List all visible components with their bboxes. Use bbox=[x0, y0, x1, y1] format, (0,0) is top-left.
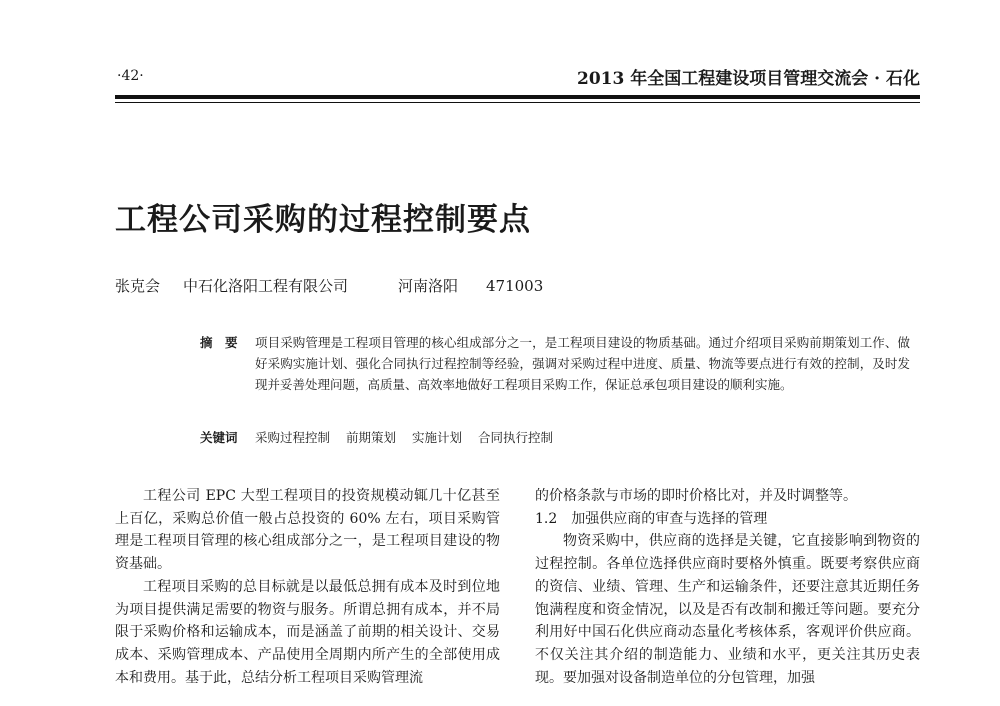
abstract bbox=[200, 332, 910, 395]
body-paragraph: 工程项目采购的总目标就是以最低总拥有成本及时到位地为项目提供满足需要的物资与服务。所谓总拥有成本，并不局限于采购价格和运输成本，而是涵盖了前期的相关设计、交易成本、采购管理成本、产品使用全周期内所产生的全部使用成本和费用。基于此，总结分析工程项目采购管理流 bbox=[115, 578, 500, 686]
keyword: 前期策划 bbox=[346, 430, 397, 445]
running-title: 2013 年全国工程建设项目管理交流会 · 石化 bbox=[577, 69, 920, 89]
author-postcode: 471003 bbox=[486, 277, 544, 295]
body-column-left bbox=[115, 485, 500, 689]
abstract-label: 摘 要 bbox=[200, 335, 238, 350]
keyword: 采购过程控制 bbox=[255, 430, 331, 445]
keywords-label: 关键词 bbox=[200, 430, 238, 445]
abstract-text: 项目采购管理是工程项目管理的核心组成部分之一，是工程项目建设的物质基础。通过介绍项目采购前期策划工作、做好采购实施计划、强化合同执行过程控制等经验，强调对采购过程中进度、质量、物流等要点进行有效的控制，及时发现并妥善处理问题，高质量、高效率地做好工程项目采购工作，保证总承包项目建设的顺利实施。 bbox=[255, 335, 910, 392]
keyword: 合同执行控制 bbox=[478, 430, 554, 445]
body-paragraph: 的价格条款与市场的即时价格比对，并及时调整等。 bbox=[535, 488, 857, 504]
author-name: 张克会 bbox=[115, 277, 161, 295]
body-paragraph: 物资采购中，供应商的选择是关键，它直接影响到物资的过程控制。各单位选择供应商时要格外慎重。既要考察供应商的资信、业绩、管理、生产和运输条件，还要注意其近期任务饱满程度和资金情况，以及是否有改制和搬迁等问题。要充分利用好中国石化供应商动态量化考核体系，客观评价供应商。不仅关注其介绍的制造能力、业绩和水平，更关注其历史表现。要加强对设备制造单位的分包管理，加强 bbox=[535, 533, 920, 686]
author-city: 河南洛阳 bbox=[398, 277, 459, 295]
page-number: ·42· bbox=[117, 68, 144, 84]
keywords bbox=[200, 428, 569, 446]
page-header bbox=[115, 58, 920, 92]
header-rule-thin bbox=[115, 102, 920, 103]
article-title: 工程公司采购的过程控制要点 bbox=[115, 202, 531, 238]
body-column-right bbox=[535, 485, 920, 689]
section-heading: 1.2 加强供应商的审查与选择的管理 bbox=[535, 510, 768, 527]
keyword: 实施计划 bbox=[412, 430, 463, 445]
author-affiliation: 中石化洛阳工程有限公司 bbox=[183, 277, 349, 295]
body-paragraph: 工程公司 EPC 大型工程项目的投资规模动辄几十亿甚至上百亿，采购总价值一般占总投资的 60% 左右，项目采购管理是工程项目管理的核心组成部分之一，是工程项目建设的物资基础。 bbox=[115, 488, 500, 573]
header-rule-thick bbox=[115, 95, 920, 99]
author-line bbox=[115, 275, 543, 296]
